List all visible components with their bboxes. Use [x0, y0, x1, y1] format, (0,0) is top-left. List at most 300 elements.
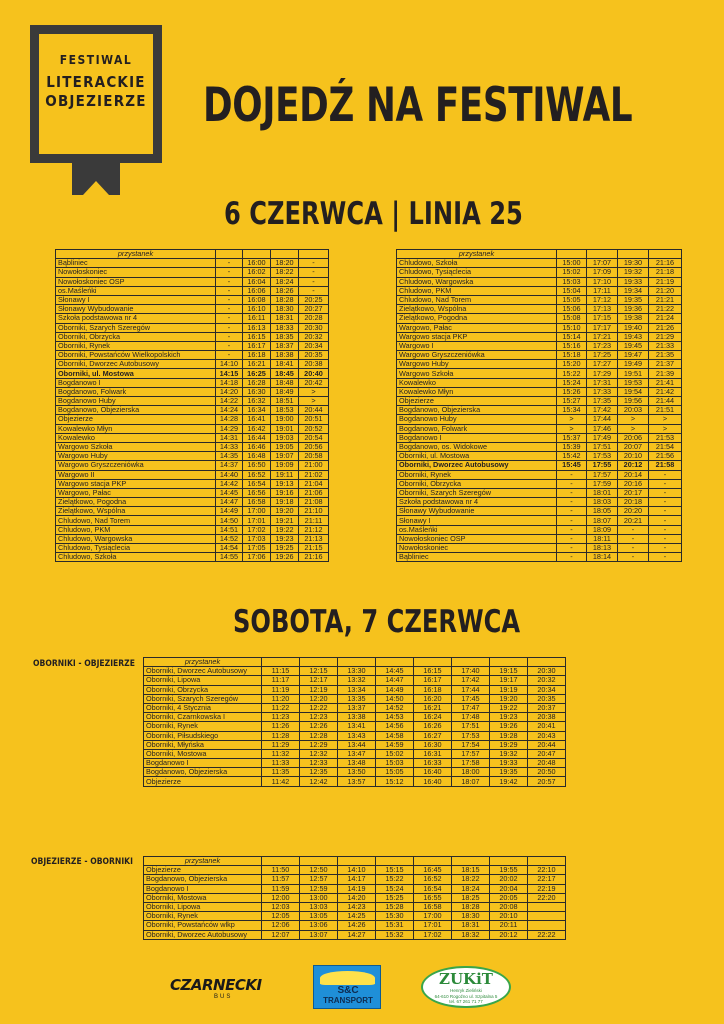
- czarnecki-logo: CZARNECKI: [170, 976, 262, 994]
- departure-time: -: [649, 479, 682, 488]
- table-header-row: [144, 857, 566, 866]
- departure-time: 15:18: [557, 351, 587, 360]
- departure-time: 20:30: [528, 667, 566, 676]
- departure-time: 21:12: [299, 525, 329, 534]
- departure-time: 19:01: [271, 424, 299, 433]
- departure-time: 19:23: [490, 713, 528, 722]
- stop-name: Bogdanowo, Objezierska: [56, 406, 216, 415]
- departure-time: 14:18: [216, 378, 243, 387]
- stop-name: Oborniki, ul. Mostowa: [56, 369, 216, 378]
- stop-name: Oborniki, Szarych Szeregów: [56, 323, 216, 332]
- table-row: [144, 884, 566, 893]
- departure-time: 17:55: [587, 461, 618, 470]
- departure-time: 16:30: [414, 740, 452, 749]
- stop-name: Wargowo, Pałac: [56, 488, 216, 497]
- departure-time: 18:26: [271, 286, 299, 295]
- departure-time: 20:50: [528, 768, 566, 777]
- departure-time: 14:19: [338, 884, 376, 893]
- departure-time: >: [618, 424, 649, 433]
- table-row: [397, 295, 682, 304]
- table-row: [397, 305, 682, 314]
- departure-time: 20:10: [490, 912, 528, 921]
- departure-time: 18:31: [452, 921, 490, 930]
- departure-time: 21:58: [649, 461, 682, 470]
- departure-time: 22:22: [528, 930, 566, 939]
- departure-time: 16:56: [243, 488, 271, 497]
- departure-time: -: [216, 351, 243, 360]
- departure-time: 11:50: [262, 866, 300, 875]
- departure-time: 15:12: [376, 777, 414, 786]
- table-row: [56, 268, 329, 277]
- table-row: [56, 461, 329, 470]
- departure-time: -: [649, 470, 682, 479]
- departure-time: 18:53: [271, 406, 299, 415]
- departure-time: 21:56: [649, 452, 682, 461]
- departure-time: 18:30: [452, 912, 490, 921]
- departure-time: 19:03: [271, 433, 299, 442]
- departure-time: -: [557, 544, 587, 553]
- departure-time: 17:02: [414, 930, 452, 939]
- table-row: [56, 507, 329, 516]
- departure-time: 15:03: [557, 277, 587, 286]
- table-row: [56, 295, 329, 304]
- header-cell: [618, 250, 649, 259]
- stop-name: Chludowo, PKM: [397, 286, 557, 295]
- stop-name: Oborniki, Mostowa: [144, 749, 262, 758]
- zukit-logo-name: ZUKiT: [439, 970, 493, 988]
- stop-name: Nowołoskoniec: [56, 268, 216, 277]
- departure-time: 16:06: [243, 286, 271, 295]
- departure-time: >: [557, 424, 587, 433]
- departure-time: -: [216, 332, 243, 341]
- departure-time: 14:47: [216, 498, 243, 507]
- departure-time: 11:32: [262, 749, 300, 758]
- departure-time: 14:52: [376, 703, 414, 712]
- departure-time: 18:05: [587, 507, 618, 516]
- stop-name: Zielątkowo, Wspólna: [56, 507, 216, 516]
- departure-time: 20:37: [528, 703, 566, 712]
- table-row: [397, 544, 682, 553]
- departure-time: 20:07: [618, 442, 649, 451]
- stop-name: Oborniki, Szarych Szeregów: [144, 694, 262, 703]
- departure-time: 19:30: [618, 259, 649, 268]
- departure-time: 17:09: [587, 268, 618, 277]
- departure-time: 13:43: [338, 731, 376, 740]
- departure-time: 11:26: [262, 722, 300, 731]
- departure-time: 16:58: [414, 902, 452, 911]
- table-row: [56, 516, 329, 525]
- departure-time: 19:51: [618, 369, 649, 378]
- departure-time: -: [618, 553, 649, 562]
- departure-time: 13:48: [338, 759, 376, 768]
- departure-time: 16:44: [243, 433, 271, 442]
- timetable-objezierze-oborniki: [143, 856, 566, 940]
- table-row: [397, 507, 682, 516]
- header-cell: [216, 250, 243, 259]
- departure-time: 20:32: [299, 332, 329, 341]
- departure-time: 18:49: [271, 387, 299, 396]
- header-stop-label: przystanek: [144, 658, 262, 667]
- departure-time: 18:28: [271, 295, 299, 304]
- stop-name: Kowalewko Młyn: [56, 424, 216, 433]
- departure-time: 12:22: [300, 703, 338, 712]
- departure-time: 17:13: [587, 305, 618, 314]
- stop-name: Nowołoskoniec OSP: [397, 534, 557, 543]
- departure-time: 20:40: [299, 369, 329, 378]
- departure-time: 17:05: [243, 544, 271, 553]
- departure-time: >: [299, 397, 329, 406]
- departure-time: 14:37: [216, 461, 243, 470]
- stop-name: Słonawy I: [56, 295, 216, 304]
- departure-time: 21:44: [649, 397, 682, 406]
- departure-time: 11:17: [262, 676, 300, 685]
- departure-time: 16:34: [243, 406, 271, 415]
- departure-time: 15:02: [376, 749, 414, 758]
- departure-time: 16:04: [243, 277, 271, 286]
- departure-time: 19:38: [618, 314, 649, 323]
- stop-name: Chludowo, Nad Torem: [397, 295, 557, 304]
- departure-time: 20:32: [528, 676, 566, 685]
- stop-name: Objezierze: [144, 866, 262, 875]
- stop-name: Bąbliniec: [397, 553, 557, 562]
- departure-time: 18:51: [271, 397, 299, 406]
- table-row: [397, 314, 682, 323]
- departure-time: 17:40: [452, 667, 490, 676]
- departure-time: 16:46: [243, 442, 271, 451]
- departure-time: 16:17: [414, 676, 452, 685]
- stop-name: Słonawy I: [397, 516, 557, 525]
- stop-name: Oborniki, Lipowa: [144, 902, 262, 911]
- stop-name: Oborniki, Młyńska: [144, 740, 262, 749]
- departure-time: -: [216, 341, 243, 350]
- table-row: [397, 516, 682, 525]
- zukit-line-1: Henryk Zieliński: [450, 988, 482, 993]
- departure-time: 13:32: [338, 676, 376, 685]
- departure-time: -: [299, 268, 329, 277]
- table-row: [144, 731, 566, 740]
- departure-time: 17:03: [243, 534, 271, 543]
- departure-time: 20:34: [299, 341, 329, 350]
- table-row: [397, 259, 682, 268]
- departure-time: -: [299, 259, 329, 268]
- departure-time: 16:55: [414, 893, 452, 902]
- table-row: [397, 479, 682, 488]
- departure-time: 21:13: [299, 534, 329, 543]
- departure-time: 14:15: [216, 369, 243, 378]
- departure-time: 16:30: [243, 387, 271, 396]
- departure-time: 12:20: [300, 694, 338, 703]
- departure-time: 14:55: [216, 553, 243, 562]
- departure-time: 18:22: [271, 268, 299, 277]
- departure-time: 12:05: [262, 912, 300, 921]
- departure-time: 19:42: [490, 777, 528, 786]
- departure-time: -: [216, 323, 243, 332]
- departure-time: 12:29: [300, 740, 338, 749]
- departure-time: 16:02: [243, 268, 271, 277]
- departure-time: 21:04: [299, 479, 329, 488]
- departure-time: 21:41: [649, 378, 682, 387]
- departure-time: 18:32: [452, 930, 490, 939]
- departure-time: 21:51: [649, 406, 682, 415]
- table-row: [397, 442, 682, 451]
- departure-time: 18:33: [271, 323, 299, 332]
- stop-name: Bogdanowo, Objezierska: [397, 406, 557, 415]
- stop-name: Słonawy Wybudowanie: [56, 305, 216, 314]
- departure-time: 15:42: [557, 452, 587, 461]
- departure-time: 21:33: [649, 341, 682, 350]
- table-row: [397, 268, 682, 277]
- table-row: [56, 544, 329, 553]
- departure-time: 16:15: [414, 667, 452, 676]
- departure-time: 19:56: [618, 397, 649, 406]
- departure-time: 15:16: [557, 341, 587, 350]
- table-row: [144, 912, 566, 921]
- table-row: [397, 360, 682, 369]
- departure-time: 12:59: [300, 884, 338, 893]
- departure-time: 17:48: [452, 713, 490, 722]
- table-row: [144, 893, 566, 902]
- departure-time: 17:46: [587, 424, 618, 433]
- zukit-logo: [421, 966, 511, 1008]
- departure-time: 12:35: [300, 768, 338, 777]
- departure-time: -: [216, 305, 243, 314]
- stop-name: Wargowo I: [397, 341, 557, 350]
- departure-time: 13:38: [338, 713, 376, 722]
- departure-time: 19:13: [271, 479, 299, 488]
- table-header-row: [144, 658, 566, 667]
- departure-time: 19:11: [271, 470, 299, 479]
- departure-time: 17:25: [587, 351, 618, 360]
- departure-time: 16:33: [414, 759, 452, 768]
- departure-time: 19:26: [271, 553, 299, 562]
- departure-time: 16:24: [414, 713, 452, 722]
- table-row: [56, 305, 329, 314]
- table-row: [144, 749, 566, 758]
- departure-time: >: [299, 387, 329, 396]
- departure-time: 22:20: [528, 893, 566, 902]
- departure-time: 15:31: [376, 921, 414, 930]
- departure-time: 16:45: [414, 866, 452, 875]
- departure-time: 14:22: [216, 397, 243, 406]
- departure-time: 20:25: [299, 295, 329, 304]
- timetable-oborniki-objezierze: [143, 657, 566, 787]
- header-cell: [338, 658, 376, 667]
- departure-time: 11:23: [262, 713, 300, 722]
- zukit-logo-address: [423, 988, 509, 1005]
- departure-time: 12:57: [300, 875, 338, 884]
- stop-name: Wargowo, Pałac: [397, 323, 557, 332]
- departure-time: 14:42: [216, 479, 243, 488]
- departure-time: 19:53: [618, 378, 649, 387]
- table-row: [56, 534, 329, 543]
- departure-time: 21:53: [649, 433, 682, 442]
- section-title-june-7: SOBOTA, 7 CZERWCA: [233, 604, 521, 640]
- departure-time: 19:32: [618, 268, 649, 277]
- stop-name: Objezierze: [56, 415, 216, 424]
- departure-time: -: [618, 534, 649, 543]
- departure-time: 15:25: [376, 893, 414, 902]
- departure-time: 11:59: [262, 884, 300, 893]
- departure-time: 19:34: [618, 286, 649, 295]
- departure-time: 19:32: [490, 749, 528, 758]
- departure-time: 14:26: [338, 921, 376, 930]
- stop-name: Bogdanowo, Folwark: [397, 424, 557, 433]
- stop-name: Oborniki, Dworzec Autobusowy: [56, 360, 216, 369]
- stop-name: Oborniki, Powstańców wlkp: [144, 921, 262, 930]
- departure-time: 12:03: [262, 902, 300, 911]
- departure-time: 17:01: [414, 921, 452, 930]
- header-stop-label: przystanek: [144, 857, 262, 866]
- stop-name: Chludowo, PKM: [56, 525, 216, 534]
- stop-name: Oborniki, Powstańców Wielkopolskich: [56, 351, 216, 360]
- departure-time: -: [649, 507, 682, 516]
- departure-time: -: [557, 498, 587, 507]
- departure-time: 15:10: [557, 323, 587, 332]
- departure-time: 14:52: [216, 534, 243, 543]
- table-row: [397, 406, 682, 415]
- departure-time: 19:35: [490, 768, 528, 777]
- stop-name: Oborniki, Obrzycka: [144, 685, 262, 694]
- departure-time: -: [618, 544, 649, 553]
- departure-time: 13:05: [300, 912, 338, 921]
- departure-time: 16:42: [243, 424, 271, 433]
- table-row: [144, 667, 566, 676]
- header-cell: [490, 857, 528, 866]
- departure-time: -: [649, 516, 682, 525]
- timetable-line25-outbound: [55, 249, 329, 562]
- departure-time: 13:47: [338, 749, 376, 758]
- departure-time: 15:34: [557, 406, 587, 415]
- header-stop-label: przystanek: [397, 250, 557, 259]
- stop-name: Wargowo II: [56, 470, 216, 479]
- departure-time: 19:22: [271, 525, 299, 534]
- table-row: [144, 921, 566, 930]
- departure-time: 20:34: [528, 685, 566, 694]
- departure-time: 14:28: [216, 415, 243, 424]
- departure-time: 19:47: [618, 351, 649, 360]
- departure-time: 20:56: [299, 442, 329, 451]
- table-row: [56, 470, 329, 479]
- stop-name: Chludowo, Tysiąclecia: [397, 268, 557, 277]
- stop-name: Nowołoskoniec OSP: [56, 277, 216, 286]
- table-row: [397, 433, 682, 442]
- departure-time: 17:31: [587, 378, 618, 387]
- table-row: [397, 369, 682, 378]
- departure-time: 17:33: [587, 387, 618, 396]
- departure-time: 17:53: [452, 731, 490, 740]
- departure-time: 16:21: [414, 703, 452, 712]
- departure-time: 16:21: [243, 360, 271, 369]
- header-cell: [557, 250, 587, 259]
- table-row: [397, 332, 682, 341]
- departure-time: 20:17: [618, 488, 649, 497]
- departure-time: 12:42: [300, 777, 338, 786]
- departure-time: 14:23: [338, 902, 376, 911]
- stop-name: Wargowo Szkoła: [56, 442, 216, 451]
- departure-time: [528, 902, 566, 911]
- departure-time: 20:58: [299, 452, 329, 461]
- departure-time: 18:11: [587, 534, 618, 543]
- stop-name: Oborniki, Rynek: [56, 341, 216, 350]
- departure-time: 15:08: [557, 314, 587, 323]
- departure-time: 21:11: [299, 516, 329, 525]
- stop-name: Oborniki, Dworzec Autobusowy: [144, 667, 262, 676]
- departure-time: 20:27: [299, 305, 329, 314]
- table-row: [56, 341, 329, 350]
- table-row: [56, 397, 329, 406]
- departure-time: 16:40: [414, 777, 452, 786]
- departure-time: 16:50: [243, 461, 271, 470]
- departure-time: 14:45: [376, 667, 414, 676]
- departure-time: 19:20: [271, 507, 299, 516]
- departure-time: 19:45: [618, 341, 649, 350]
- departure-time: 20:11: [490, 921, 528, 930]
- departure-time: 19:16: [271, 488, 299, 497]
- stop-name: Bogdanowo I: [397, 433, 557, 442]
- departure-time: -: [649, 488, 682, 497]
- departure-time: 19:09: [271, 461, 299, 470]
- departure-time: -: [649, 534, 682, 543]
- departure-time: 19:21: [271, 516, 299, 525]
- departure-time: 20:51: [299, 415, 329, 424]
- departure-time: 11:19: [262, 685, 300, 694]
- departure-time: 11:22: [262, 703, 300, 712]
- table-row: [397, 387, 682, 396]
- departure-time: 20:02: [490, 875, 528, 884]
- departure-time: 16:18: [414, 685, 452, 694]
- table-row: [397, 424, 682, 433]
- departure-time: 18:30: [271, 305, 299, 314]
- departure-time: 17:02: [243, 525, 271, 534]
- departure-time: 20:47: [528, 749, 566, 758]
- stop-name: Oborniki, 4 Stycznia: [144, 703, 262, 712]
- table-row: [56, 433, 329, 442]
- departure-time: 14:45: [216, 488, 243, 497]
- departure-time: 20:42: [299, 378, 329, 387]
- departure-time: 20:14: [618, 470, 649, 479]
- table-row: [56, 323, 329, 332]
- departure-time: 18:09: [587, 525, 618, 534]
- stop-name: Chludowo, Szkoła: [397, 259, 557, 268]
- departure-time: 12:32: [300, 749, 338, 758]
- departure-time: 17:35: [587, 397, 618, 406]
- departure-time: 18:07: [452, 777, 490, 786]
- stop-name: Bogdanowo I: [144, 884, 262, 893]
- departure-time: -: [557, 479, 587, 488]
- stop-name: Bogdanowo Huby: [56, 397, 216, 406]
- stop-name: Chludowo, Nad Torem: [56, 516, 216, 525]
- departure-time: 18:31: [271, 314, 299, 323]
- departure-time: 19:43: [618, 332, 649, 341]
- table-row: [397, 534, 682, 543]
- table-row: [397, 378, 682, 387]
- departure-time: 20:35: [299, 351, 329, 360]
- departure-time: 20:28: [299, 314, 329, 323]
- departure-time: >: [649, 415, 682, 424]
- table-row: [144, 866, 566, 875]
- stop-name: Bogdanowo Huby: [397, 415, 557, 424]
- departure-time: 14:49: [216, 507, 243, 516]
- departure-time: 14:50: [216, 516, 243, 525]
- departure-time: >: [557, 415, 587, 424]
- departure-time: -: [557, 470, 587, 479]
- departure-time: 14:35: [216, 452, 243, 461]
- departure-time: 18:45: [271, 369, 299, 378]
- departure-time: 14:24: [216, 406, 243, 415]
- page-title: DOJEDŹ NA FESTIWAL: [203, 78, 633, 133]
- header-cell: [528, 658, 566, 667]
- departure-time: 20:04: [490, 884, 528, 893]
